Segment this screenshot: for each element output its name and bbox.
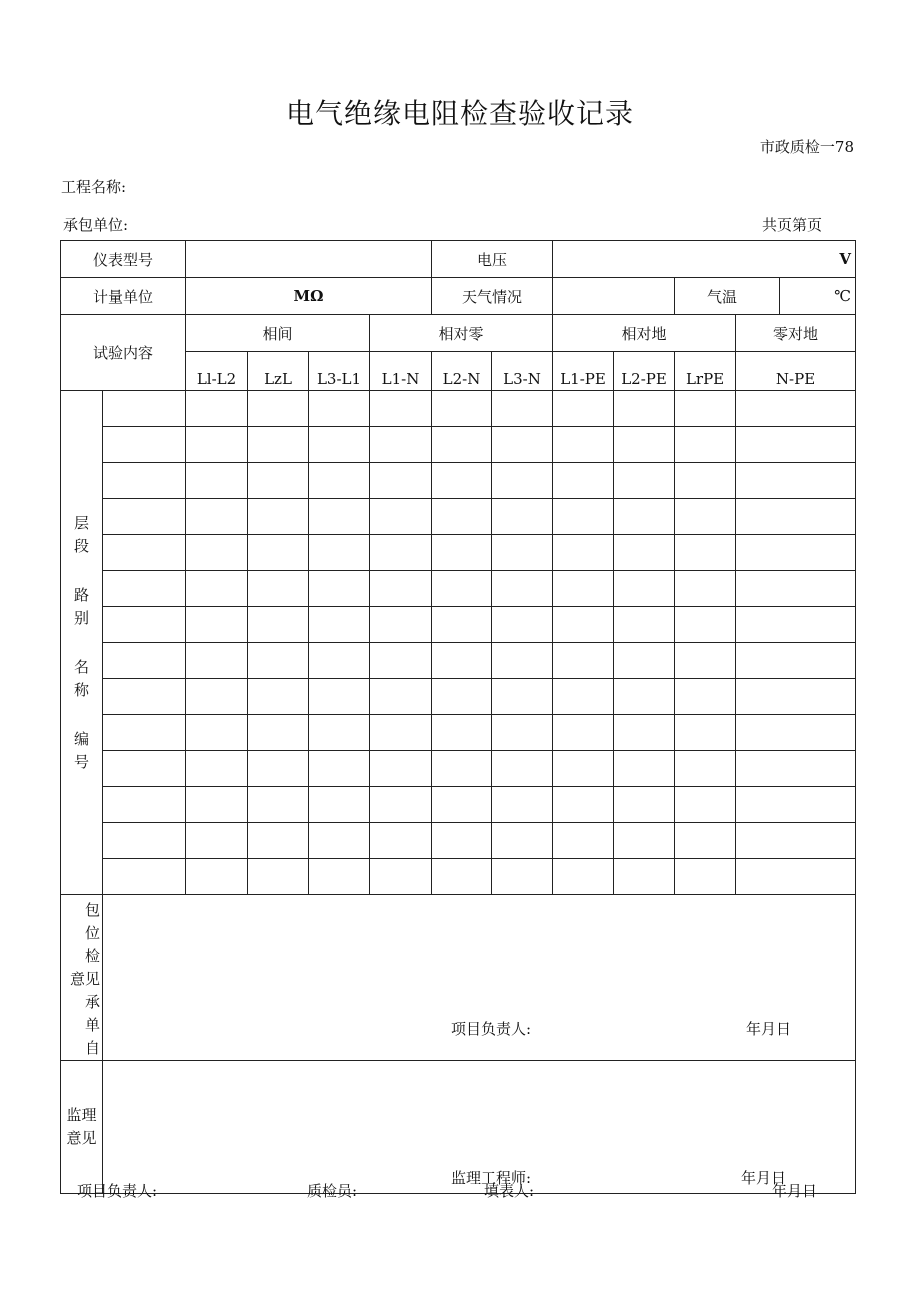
table-cell[interactable] [370, 823, 432, 859]
table-cell[interactable] [675, 751, 736, 787]
table-cell[interactable] [309, 427, 370, 463]
side-char: 路 [73, 585, 89, 604]
table-cell[interactable] [553, 643, 614, 679]
table-cell[interactable] [248, 535, 309, 571]
table-cell[interactable] [492, 643, 553, 679]
table-row [61, 607, 856, 643]
table-cell[interactable] [432, 715, 492, 751]
table-row [61, 391, 856, 427]
table-cell[interactable] [186, 463, 248, 499]
table-cell[interactable] [186, 571, 248, 607]
table-cell[interactable] [248, 823, 309, 859]
air-temp-label: 气温 [675, 278, 780, 315]
table-cell[interactable] [309, 391, 370, 427]
table-cell[interactable] [103, 715, 186, 751]
table-cell[interactable] [432, 751, 492, 787]
table-cell[interactable] [675, 535, 736, 571]
table-cell[interactable] [186, 859, 248, 895]
footer-quality-inspector: 质检员: [307, 1182, 358, 1200]
test-content-label: 试验内容 [61, 315, 186, 391]
table-cell[interactable] [103, 499, 186, 535]
table-cell[interactable] [186, 751, 248, 787]
supervisor-opinion-area[interactable] [103, 1061, 856, 1194]
table-cell[interactable] [492, 751, 553, 787]
table-cell[interactable] [553, 823, 614, 859]
table-cell[interactable] [614, 643, 675, 679]
table-cell[interactable] [736, 535, 856, 571]
side-char: 层 [73, 513, 89, 532]
table-cell[interactable] [675, 823, 736, 859]
side-char: 号 [73, 752, 89, 771]
table-cell[interactable] [370, 535, 432, 571]
table-cell[interactable] [432, 427, 492, 463]
page-count: 共页第页 [762, 216, 823, 234]
instrument-model-label: 仪表型号 [61, 241, 186, 278]
table-cell[interactable] [186, 823, 248, 859]
table-cell[interactable] [614, 391, 675, 427]
table-cell[interactable] [248, 391, 309, 427]
table-cell[interactable] [370, 499, 432, 535]
table-cell[interactable] [614, 823, 675, 859]
table-cell[interactable] [675, 859, 736, 895]
table-cell[interactable] [432, 499, 492, 535]
table-cell[interactable] [432, 859, 492, 895]
table-cell[interactable] [103, 679, 186, 715]
table-cell[interactable] [553, 535, 614, 571]
table-cell[interactable] [675, 643, 736, 679]
table-cell[interactable] [675, 571, 736, 607]
inspection-table [60, 240, 856, 1194]
table-row [61, 571, 856, 607]
table-cell[interactable] [553, 391, 614, 427]
table-cell[interactable] [370, 391, 432, 427]
table-cell[interactable] [736, 715, 856, 751]
table-row [61, 643, 856, 679]
table-cell[interactable] [492, 571, 553, 607]
column-header: L3-L1 [309, 352, 370, 391]
table-cell[interactable] [675, 499, 736, 535]
side-char: 名 [73, 657, 89, 676]
table-cell[interactable] [675, 607, 736, 643]
table-cell[interactable] [103, 391, 186, 427]
table-cell[interactable] [186, 607, 248, 643]
table-cell[interactable] [675, 427, 736, 463]
table-cell[interactable] [492, 499, 553, 535]
table-cell[interactable] [432, 607, 492, 643]
table-cell[interactable] [248, 643, 309, 679]
table-cell[interactable] [675, 787, 736, 823]
table-cell[interactable] [370, 643, 432, 679]
measure-unit-value: MΩ [186, 278, 432, 315]
table-cell[interactable] [432, 571, 492, 607]
table-cell[interactable] [614, 715, 675, 751]
table-cell[interactable] [736, 571, 856, 607]
supervisor-opinion-label [61, 1061, 103, 1194]
table-cell[interactable] [370, 679, 432, 715]
opinion-char: 检 [84, 947, 100, 965]
table-cell[interactable] [309, 535, 370, 571]
table-cell[interactable] [492, 463, 553, 499]
table-cell[interactable] [370, 859, 432, 895]
table-cell[interactable] [103, 823, 186, 859]
table-cell[interactable] [432, 391, 492, 427]
form-code: 市政质检一78 [759, 138, 854, 156]
table-cell[interactable] [370, 607, 432, 643]
table-cell[interactable] [492, 823, 553, 859]
table-cell[interactable] [309, 607, 370, 643]
table-cell[interactable] [492, 427, 553, 463]
table-row [61, 859, 856, 895]
date-1: 年月日 [746, 1019, 792, 1038]
project-manager-sign: 项目负责人: [451, 1019, 532, 1038]
table-row [61, 535, 856, 571]
table-cell[interactable] [675, 391, 736, 427]
table-cell[interactable] [248, 427, 309, 463]
footer-date: 年月日 [772, 1182, 818, 1200]
contractor-opinion-label [61, 895, 103, 1061]
table-cell[interactable] [309, 679, 370, 715]
table-cell[interactable] [432, 535, 492, 571]
table-cell[interactable] [675, 463, 736, 499]
table-cell[interactable] [736, 787, 856, 823]
table-cell[interactable] [186, 499, 248, 535]
opinion-char: 位 [84, 924, 100, 942]
table-cell[interactable] [614, 535, 675, 571]
table-cell[interactable] [492, 787, 553, 823]
table-cell[interactable] [103, 571, 186, 607]
table-row [61, 715, 856, 751]
opinion-char: 单 [84, 1016, 100, 1034]
column-header: L2-N [432, 352, 492, 391]
table-cell[interactable] [248, 679, 309, 715]
table-cell[interactable] [186, 643, 248, 679]
group-phase: 相间 [186, 315, 370, 352]
group-neutral-ground: 零对地 [736, 315, 856, 352]
instrument-model-value[interactable] [186, 241, 432, 278]
table-cell[interactable] [248, 787, 309, 823]
table-row [61, 499, 856, 535]
supervisor-engineer-sign: 监理工程师: [451, 1169, 532, 1187]
table-cell[interactable] [186, 715, 248, 751]
opinion-char: 承 [84, 993, 100, 1011]
table-cell[interactable] [553, 571, 614, 607]
column-header: L1-PE [553, 352, 614, 391]
table-cell[interactable] [103, 427, 186, 463]
column-header: LzL [248, 352, 309, 391]
table-cell[interactable] [248, 499, 309, 535]
table-cell[interactable] [492, 607, 553, 643]
table-cell[interactable] [614, 463, 675, 499]
table-cell[interactable] [432, 823, 492, 859]
table-cell[interactable] [736, 751, 856, 787]
table-cell[interactable] [103, 643, 186, 679]
table-cell[interactable] [309, 823, 370, 859]
table-cell[interactable] [103, 535, 186, 571]
column-header: LrPE [675, 352, 736, 391]
table-cell[interactable] [432, 463, 492, 499]
table-cell[interactable] [614, 607, 675, 643]
table-cell[interactable] [103, 607, 186, 643]
table-cell[interactable] [370, 571, 432, 607]
contractor-label: 承包单位: [63, 216, 129, 234]
table-cell[interactable] [492, 715, 553, 751]
table-cell[interactable] [553, 679, 614, 715]
table-cell[interactable] [614, 679, 675, 715]
measure-unit-label: 计量单位 [61, 278, 186, 315]
table-cell[interactable] [432, 643, 492, 679]
table-cell[interactable] [736, 391, 856, 427]
weather-value[interactable] [553, 278, 675, 315]
table-cell[interactable] [736, 643, 856, 679]
table-cell[interactable] [553, 427, 614, 463]
table-cell[interactable] [432, 679, 492, 715]
table-cell[interactable] [675, 715, 736, 751]
table-cell[interactable] [492, 535, 553, 571]
temp-unit[interactable]: ℃ [780, 278, 856, 315]
table-cell[interactable] [309, 571, 370, 607]
table-cell[interactable] [248, 463, 309, 499]
table-cell[interactable] [186, 427, 248, 463]
table-row [61, 787, 856, 823]
table-cell[interactable] [736, 427, 856, 463]
opinion-char: 包 [84, 901, 100, 919]
table-row [61, 751, 856, 787]
table-cell[interactable] [309, 499, 370, 535]
contractor-opinion-area[interactable] [103, 895, 856, 1061]
table-cell[interactable] [492, 391, 553, 427]
table-cell[interactable] [614, 787, 675, 823]
table-cell[interactable] [675, 679, 736, 715]
voltage-value[interactable]: V [553, 241, 856, 278]
column-header: L1-N [370, 352, 432, 391]
table-row [61, 823, 856, 859]
date-2: 年月日 [741, 1169, 787, 1187]
column-header: N-PE [736, 352, 856, 391]
table-cell[interactable] [248, 571, 309, 607]
footer-filled-by: 填表人: [484, 1182, 535, 1200]
table-cell[interactable] [103, 751, 186, 787]
table-cell[interactable] [736, 859, 856, 895]
opinion-char: 自 [84, 1039, 100, 1057]
table-cell[interactable] [614, 859, 675, 895]
table-cell[interactable] [248, 607, 309, 643]
table-cell[interactable] [309, 751, 370, 787]
side-char: 别 [73, 608, 89, 627]
row-side-label [61, 391, 103, 895]
weather-label: 天气情况 [432, 278, 553, 315]
project-name-label: 工程名称: [61, 178, 127, 196]
footer-project-manager: 项目负责人: [77, 1182, 158, 1200]
column-header: Ll-L2 [186, 352, 248, 391]
opinion-char: 意见 [69, 970, 100, 988]
table-cell[interactable] [186, 535, 248, 571]
table-cell[interactable] [553, 607, 614, 643]
group-phase-ground: 相对地 [553, 315, 736, 352]
table-cell[interactable] [736, 607, 856, 643]
side-char: 编 [73, 729, 89, 748]
table-row [61, 427, 856, 463]
table-cell[interactable] [492, 679, 553, 715]
table-cell[interactable] [736, 823, 856, 859]
table-cell[interactable] [553, 751, 614, 787]
table-cell[interactable] [103, 859, 186, 895]
table-cell[interactable] [553, 715, 614, 751]
table-cell[interactable] [614, 499, 675, 535]
table-cell[interactable] [614, 751, 675, 787]
table-cell[interactable] [736, 463, 856, 499]
table-cell[interactable] [370, 463, 432, 499]
table-cell[interactable] [370, 715, 432, 751]
group-phase-neutral: 相对零 [370, 315, 553, 352]
table-cell[interactable] [553, 463, 614, 499]
side-char: 段 [73, 536, 89, 555]
table-cell[interactable] [309, 787, 370, 823]
table-cell[interactable] [103, 787, 186, 823]
side-char: 称 [73, 680, 89, 699]
table-cell[interactable] [103, 463, 186, 499]
voltage-label: 电压 [432, 241, 553, 278]
table-cell[interactable] [248, 859, 309, 895]
table-row [61, 463, 856, 499]
table-cell[interactable] [370, 787, 432, 823]
table-cell[interactable] [432, 787, 492, 823]
table-cell[interactable] [248, 751, 309, 787]
table-cell[interactable] [553, 499, 614, 535]
table-cell[interactable] [309, 463, 370, 499]
table-cell[interactable] [370, 427, 432, 463]
table-cell[interactable] [248, 715, 309, 751]
table-cell[interactable] [186, 787, 248, 823]
table-cell[interactable] [614, 571, 675, 607]
table-cell[interactable] [186, 391, 248, 427]
column-header: L2-PE [614, 352, 675, 391]
table-cell[interactable] [370, 751, 432, 787]
table-cell[interactable] [614, 427, 675, 463]
table-cell[interactable] [492, 859, 553, 895]
table-cell[interactable] [309, 715, 370, 751]
opinion-line: 意见 [66, 1129, 97, 1147]
page-title: 电气绝缘电阻检查验收记录 [285, 97, 634, 130]
table-cell[interactable] [736, 679, 856, 715]
table-cell[interactable] [553, 787, 614, 823]
table-cell[interactable] [309, 859, 370, 895]
opinion-line: 监理 [66, 1106, 97, 1124]
table-cell[interactable] [186, 679, 248, 715]
table-cell[interactable] [553, 859, 614, 895]
table-cell[interactable] [736, 499, 856, 535]
column-header: L3-N [492, 352, 553, 391]
table-cell[interactable] [309, 643, 370, 679]
table-row [61, 679, 856, 715]
data-rows [61, 391, 856, 895]
